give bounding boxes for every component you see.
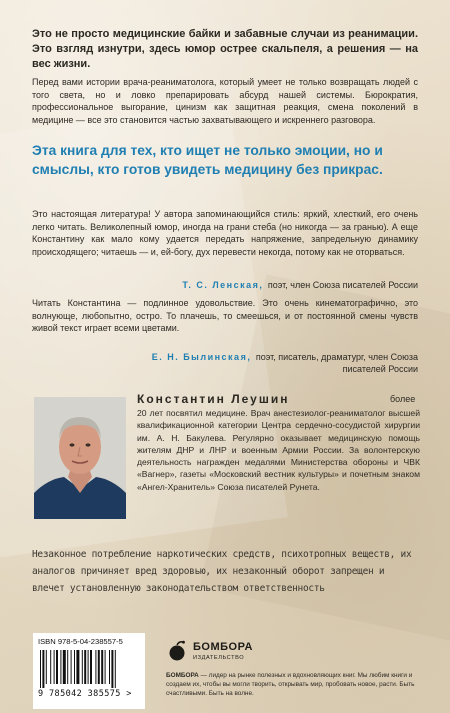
review-2-attribution [128,351,418,375]
publisher-name: БОМБОРА [193,641,253,653]
review-2-role: поэт, писатель, драматург, член Союза писателей России [255,352,418,374]
review-1-author: Т. С. Ленская, [182,280,264,290]
author-photo [34,397,126,519]
isbn-label: ISBN 978-5-04-238557-5 [38,637,123,646]
author-bio: 20 лет посвятил медицине. Врач анестезиолог-реаниматолог высшей квалификационной категории Центра сердечно-сосудистой хирургии им. А. Н. Бакулева. Регулярно оказывает медицинскую помощь жителям ДНР и ЛНР и военным Армии России. За волонтерскую деятельность награжден медалями Министерства обороны и ЧВК «Вагнер», газеты «Московский вестник культуры» и почетным знаком «Ангел-Хранитель» Союза писателей Рунета. [137,408,420,492]
author-portrait-icon [34,397,126,519]
publisher-subtitle: ИЗДАТЕЛЬСТВО [193,655,245,661]
bombora-logo-icon [166,640,188,662]
author-name: Константин Леушин [137,392,290,406]
review-1-attribution [182,279,418,291]
barcode-number: 9 785042 385575 > [38,689,132,699]
highlight-headline: Эта книга для тех, кто ищет не только эмоции, но и смыслы, кто готов увидеть медицину без прикрас. [32,143,383,177]
publisher-description-lead: БОМБОРА [166,672,199,679]
publisher-description-text: — лидер на рынке полезных и вдохновляющих книг. Мы любим книги и создаем их, чтобы вы могли творить, открывать мир, пробовать новое, расти. Быть счастливыми. Быть на волне. [166,672,415,697]
review-1-role: поэт, член Союза писателей России [267,280,418,290]
description-paragraph: Перед вами истории врача-реаниматолога, который умеет не только возвращать людей с того света, но и ловко препарировать абсурд нашей системы. Бюрократия, профессиональное выгорание, цинизм как защитная реакция, смена поколений в медицине — все это становится частью захватывающего и искреннего разговора. [32,77,418,125]
publisher-description [166,671,422,698]
barcode-icon [40,650,140,688]
legal-warning: Незаконное потребление наркотических средств, психотропных веществ, их аналогов причиняет вред здоровью, их незаконный оборот запрещен и влечет установленную законодательством ответственность [32,549,412,594]
review-1-text: Это настоящая литература! У автора запоминающийся стиль: яркий, хлесткий, его очень легко читать. Великолепный юмор, иногда на грани стеба (но никогда — за гранью). А еще Константину как мало кому удается передать напряжение, запредельную динамику происходящего; читаешь — и, ей-богу, дух перевести некогда, потому как не оторваться. [32,209,418,257]
author-bio-lead: более [390,394,416,404]
review-2-author: Е. Н. Былинская, [151,352,252,362]
review-2-text: Читать Константина — подлинное удовольствие. Это очень кинематографично, это волнующе, любопытно, остро. То плачешь, то смеешься, и от постоянной смены чувств живой текст играет всеми цветами. [32,298,418,334]
intro-bold-text: Это не просто медицинские байки и забавные случаи из реанимации. Это взгляд изнутри, здесь юмор острее скальпеля, а решения — на вес жизни. [32,28,418,70]
